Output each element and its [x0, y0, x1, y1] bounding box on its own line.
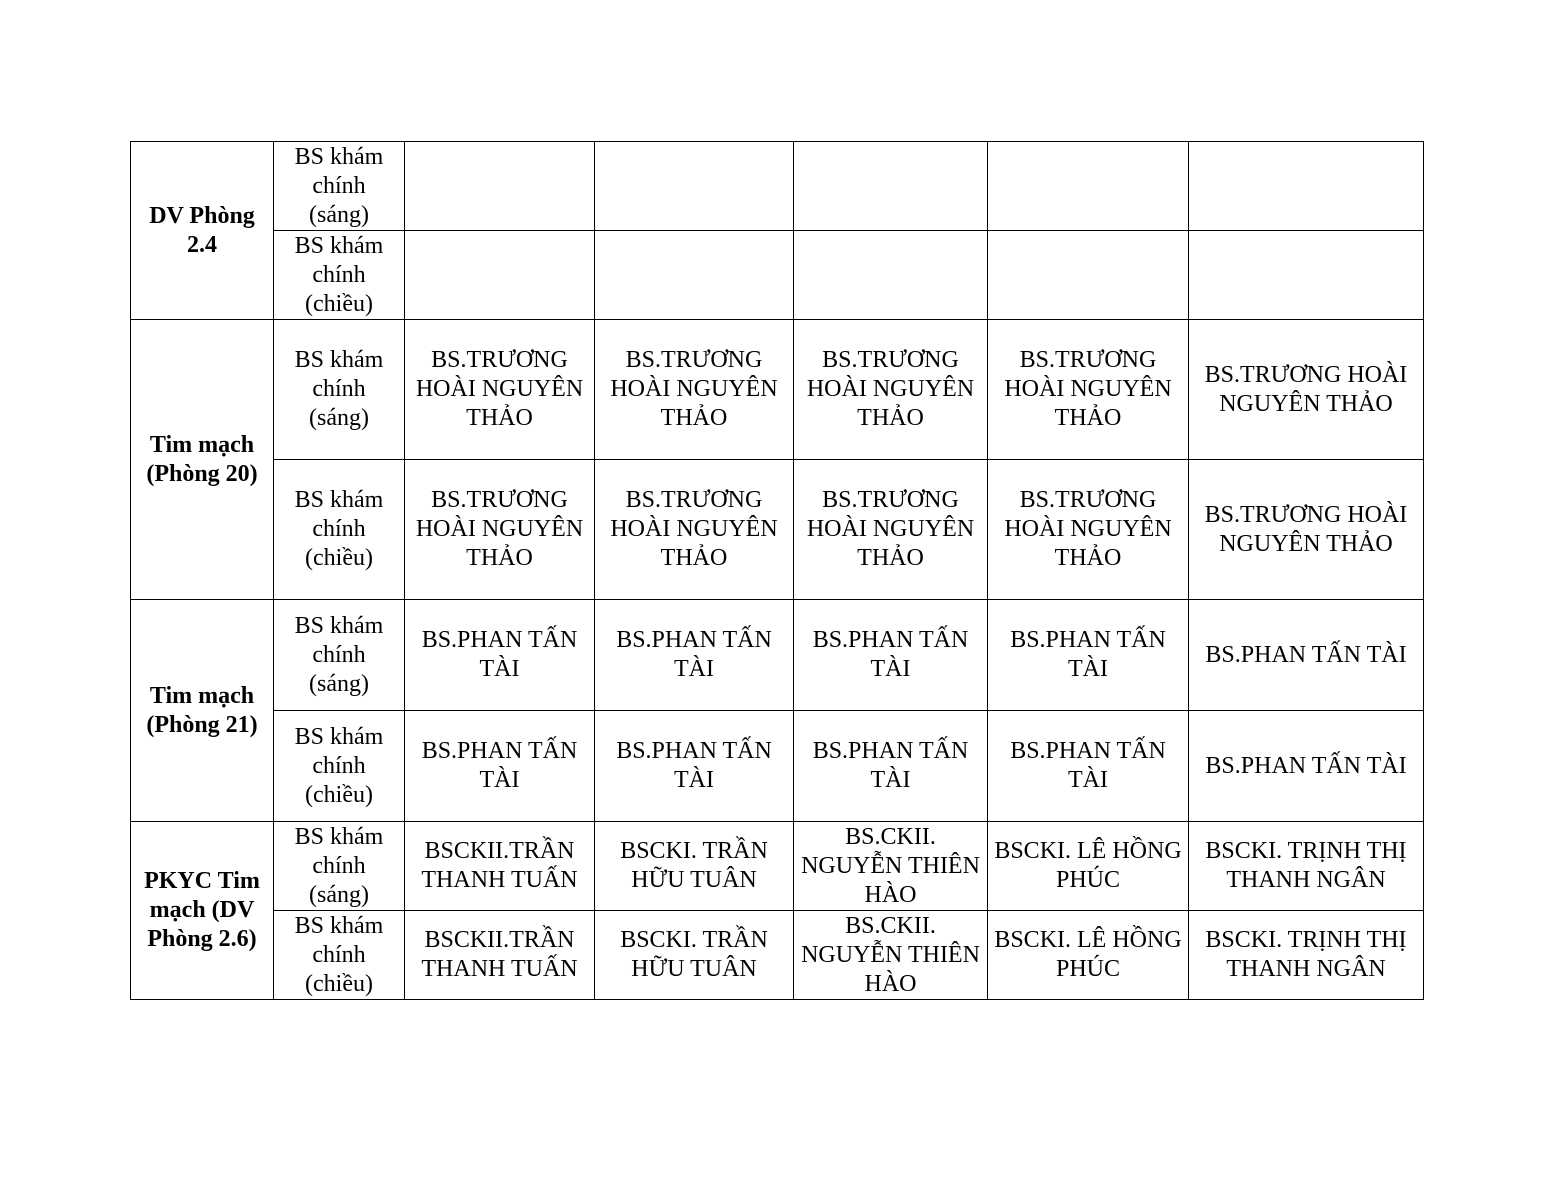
table-row	[131, 320, 1424, 460]
doctor-cell: BS.PHAN TẤN TÀI	[1189, 711, 1424, 822]
doctor-cell	[595, 142, 794, 231]
schedule-table	[130, 141, 1424, 1000]
table-row	[131, 711, 1424, 822]
doctor-cell: BSCKII.TRẦN THANH TUẤN	[405, 911, 595, 1000]
table-row	[131, 142, 1424, 231]
table-row	[131, 911, 1424, 1000]
doctor-cell	[794, 142, 988, 231]
doctor-cell: BS.PHAN TẤN TÀI	[405, 600, 595, 711]
doctor-cell: BS.PHAN TẤN TÀI	[1189, 600, 1424, 711]
doctor-cell	[595, 231, 794, 320]
doctor-cell	[405, 142, 595, 231]
shift-label: BS khám chính (chiều)	[274, 911, 405, 1000]
doctor-cell: BS.TRƯƠNG HOÀI NGUYÊN THẢO	[1189, 320, 1424, 460]
doctor-cell: BS.TRƯƠNG HOÀI NGUYÊN THẢO	[794, 320, 988, 460]
doctor-cell: BS.TRƯƠNG HOÀI NGUYÊN THẢO	[794, 460, 988, 600]
doctor-cell: BS.TRƯƠNG HOÀI NGUYÊN THẢO	[988, 460, 1189, 600]
doctor-cell	[988, 231, 1189, 320]
department-cell: Tim mạch (Phòng 21)	[131, 600, 274, 822]
doctor-cell: BS.TRƯƠNG HOÀI NGUYÊN THẢO	[405, 320, 595, 460]
doctor-cell: BS.TRƯƠNG HOÀI NGUYÊN THẢO	[595, 320, 794, 460]
table-row	[131, 600, 1424, 711]
doctor-cell: BS.TRƯƠNG HOÀI NGUYÊN THẢO	[1189, 460, 1424, 600]
doctor-cell: BS.PHAN TẤN TÀI	[988, 711, 1189, 822]
doctor-cell: BS.PHAN TẤN TÀI	[794, 600, 988, 711]
shift-label: BS khám chính (sáng)	[274, 822, 405, 911]
doctor-cell: BSCKI. TRỊNH THỊ THANH NGÂN	[1189, 822, 1424, 911]
doctor-cell: BS.TRƯƠNG HOÀI NGUYÊN THẢO	[988, 320, 1189, 460]
shift-label: BS khám chính (chiều)	[274, 460, 405, 600]
doctor-cell: BSCKII.TRẦN THANH TUẤN	[405, 822, 595, 911]
table-row	[131, 822, 1424, 911]
department-cell: DV Phòng 2.4	[131, 142, 274, 320]
doctor-cell: BS.PHAN TẤN TÀI	[595, 711, 794, 822]
shift-label: BS khám chính (chiều)	[274, 231, 405, 320]
doctor-cell: BSCKI. LÊ HỒNG PHÚC	[988, 911, 1189, 1000]
doctor-cell	[1189, 142, 1424, 231]
doctor-cell: BSCKI. LÊ HỒNG PHÚC	[988, 822, 1189, 911]
doctor-cell	[988, 142, 1189, 231]
doctor-cell	[1189, 231, 1424, 320]
shift-label: BS khám chính (sáng)	[274, 600, 405, 711]
doctor-cell: BS.PHAN TẤN TÀI	[794, 711, 988, 822]
table-row	[131, 231, 1424, 320]
doctor-cell: BS.TRƯƠNG HOÀI NGUYÊN THẢO	[595, 460, 794, 600]
doctor-cell	[405, 231, 595, 320]
department-cell: PKYC Tim mạch (DV Phòng 2.6)	[131, 822, 274, 1000]
department-cell: Tim mạch (Phòng 20)	[131, 320, 274, 600]
shift-label: BS khám chính (sáng)	[274, 320, 405, 460]
doctor-cell	[794, 231, 988, 320]
doctor-cell: BS.PHAN TẤN TÀI	[405, 711, 595, 822]
doctor-cell: BSCKI. TRẦN HỮU TUÂN	[595, 822, 794, 911]
doctor-cell: BSCKI. TRẦN HỮU TUÂN	[595, 911, 794, 1000]
table-row	[131, 460, 1424, 600]
doctor-cell: BS.CKII. NGUYỄN THIÊN HÀO	[794, 911, 988, 1000]
shift-label: BS khám chính (sáng)	[274, 142, 405, 231]
doctor-cell: BS.PHAN TẤN TÀI	[595, 600, 794, 711]
doctor-cell: BS.CKII. NGUYỄN THIÊN HÀO	[794, 822, 988, 911]
doctor-cell: BS.PHAN TẤN TÀI	[988, 600, 1189, 711]
doctor-cell: BS.TRƯƠNG HOÀI NGUYÊN THẢO	[405, 460, 595, 600]
shift-label: BS khám chính (chiều)	[274, 711, 405, 822]
doctor-cell: BSCKI. TRỊNH THỊ THANH NGÂN	[1189, 911, 1424, 1000]
